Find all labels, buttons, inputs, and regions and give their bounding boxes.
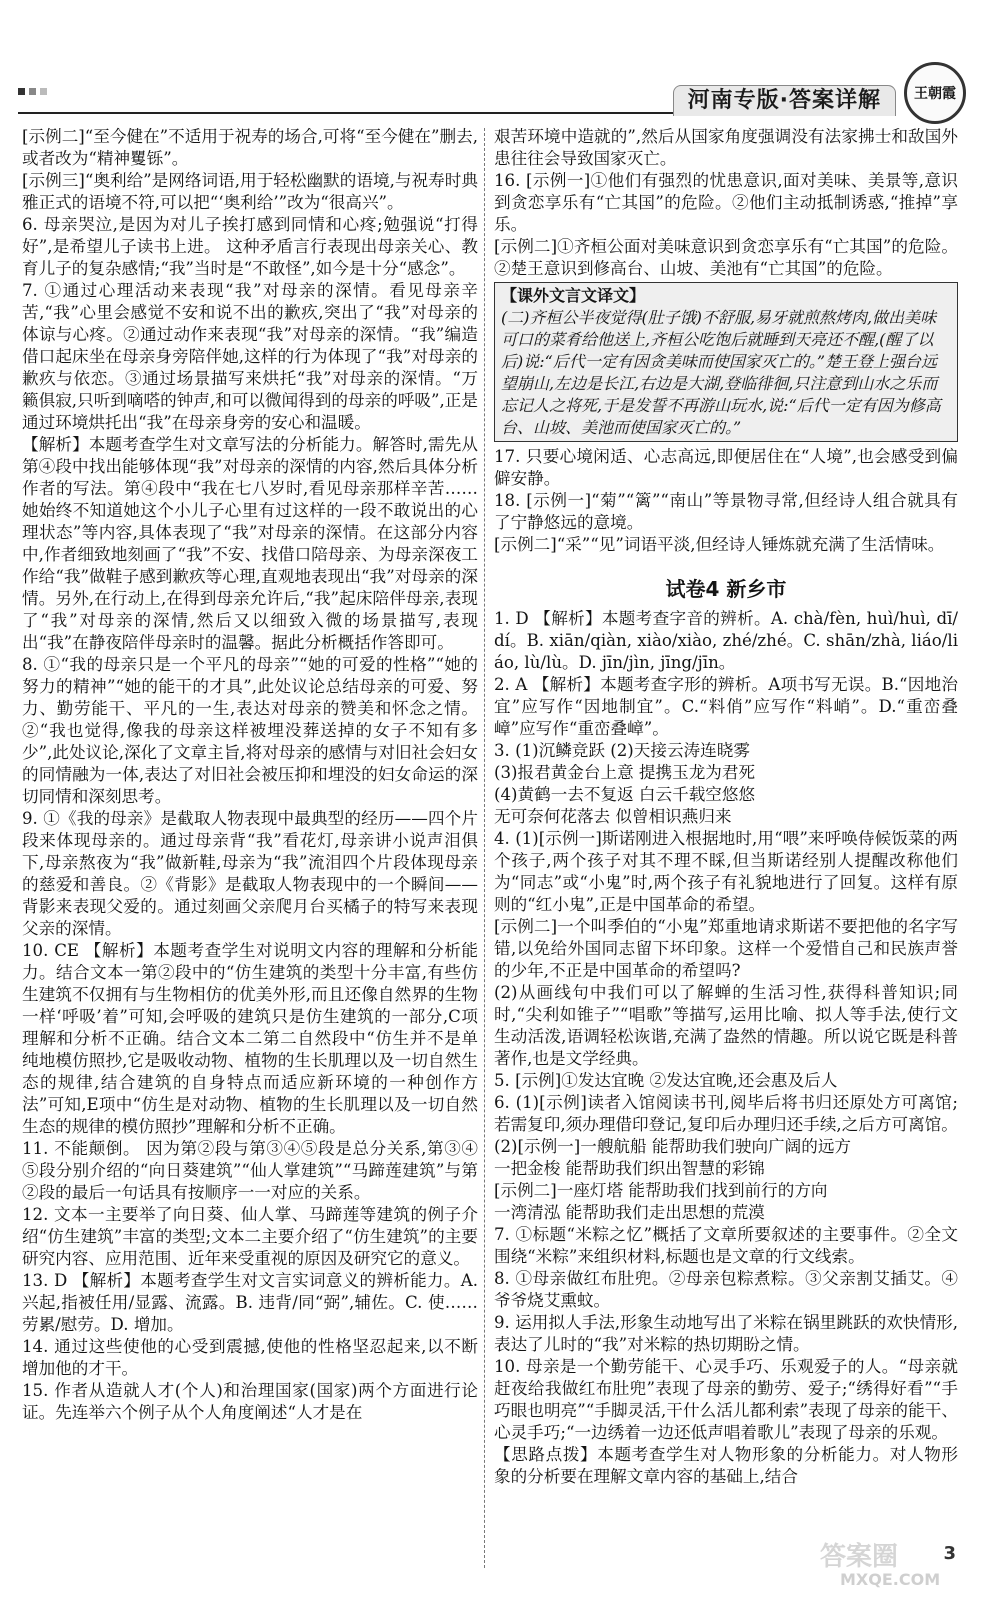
translation-title: 【课外文言文译文】 (501, 286, 646, 305)
watermark: 答案圈 (820, 1542, 899, 1572)
answer-para: 16. [示例一]①他们有强烈的忧患意识,面对美味、美景等,意识到贪恋享乐有“亡其国”的危险。②他们主动抵制诱惑,“推掉”享乐。 (494, 171, 958, 234)
watermark-url: MXQE.COM (840, 1570, 941, 1589)
header-decor (18, 88, 47, 95)
page-number: 3 (943, 1543, 956, 1564)
answer-para: 2. A 【解析】本题考查字形的辨析。A项书写无误。B.“因地治宜”应写作“因地制宜”。C.“料俏”应写作“料峭”。D.“重峦叠嶂”应写作“重峦叠嶂”。 (494, 675, 958, 738)
answer-para: 7. ①标题“米粽之忆”概括了文章所要叙述的主要事件。②全文围绕“米粽”来组织材料,标题也是文章的行文线索。 (494, 1225, 958, 1266)
translation-box (494, 282, 958, 442)
answer-para: [示例二]“采”“见”词语平淡,但经诗人锤炼就充满了生活情味。 (494, 535, 945, 554)
right-column (494, 126, 958, 1488)
answer-para: 艰苦环境中造就的”,然后从国家角度强调没有法家拂士和敌国外患往往会导致国家灭亡。 (494, 127, 958, 168)
answer-para: 8. ①母亲做红布肚兜。②母亲包粽煮粽。③父亲割艾插艾。④爷爷烧艾熏蚊。 (494, 1269, 958, 1310)
answer-para: 14. 通过这些使他的心受到震撼,使他的性格坚忍起来,以不断增加他的才干。 (22, 1337, 478, 1378)
answer-para: (2)从画线句中我们可以了解蝉的生活习性,获得科普知识;同时,“尖利如锥子”“唱歌”等描写,运用比喻、拟人等手法,使行文生动活泼,语调轻松诙谐,充满了盎然的情趣。所以说它既是科普著作,也是文学经典。 (494, 983, 958, 1068)
answer-para: 一湾清泓 能帮助我们走出思想的荒漠 (494, 1203, 765, 1222)
header-tag: 河南专版·答案详解 (673, 85, 896, 116)
left-column (22, 126, 478, 1424)
answer-para: [示例二]一座灯塔 能帮助我们找到前行的方向 (494, 1181, 828, 1200)
answer-para: 4. (1)[示例一]斯诺刚进入根据地时,用“喂”来呼唤侍候饭菜的两个孩子,两个孩子对其不理不睬,但当斯诺经别人提醒改称他们为“同志”或“小鬼”时,两个孩子有礼貌地进行了回复。这样有原则的“红小鬼”,正是中国革命的希望。 (494, 829, 958, 914)
answer-para: 9. 运用拟人手法,形象生动地写出了米粽在锅里跳跃的欢快情形,表达了儿时的“我”对米粽的热切期盼之情。 (494, 1313, 958, 1354)
page-header (0, 0, 996, 126)
answer-para: 无可奈何花落去 似曾相识燕归来 (494, 807, 732, 826)
answer-para: (3)报君黄金台上意 提携玉龙为君死 (494, 763, 756, 782)
answer-para: 12. 文本一主要举了向日葵、仙人掌、马蹄莲等建筑的例子介绍“仿生建筑”丰富的类型;文本二主要介绍了“仿生建筑”的主要研究内容、应用范围、近年来受重视的原因及研究它的意义。 (22, 1205, 478, 1268)
answer-para: 9. ①《我的母亲》是截取人物表现中最典型的经历——四个片段来体现母亲的。通过母亲背“我”看花灯,母亲讲小说声泪俱下,母亲熬夜为“我”做新鞋,母亲为“我”流泪四个片段体现母亲的慈爱和善良。②《背影》是截取人物表现中的一个瞬间——背影来表现父爱的。通过刻画父亲爬月台买橘子的特写来表现父亲的深情。 (22, 809, 478, 938)
answer-para: 10. CE 【解析】本题考查学生对说明文内容的理解和分析能力。结合文本一第②段中的“仿生建筑的类型十分丰富,有些仿生建筑不仅拥有与生物相仿的优美外形,而且还像自然界的生物一样‘呼吸’着”可知,会呼吸的建筑只是仿生建筑的一部分,C项理解和分析不正确。结合文本二第二自然段中“仿生并不是单纯地模仿照抄,它是吸收动物、植物的生长肌理以及一切自然生态的规律,结合建筑的自身特点而适应新环境的一种创作方法”可知,E项中“仿生是对动物、植物的生长肌理以及一切自然生态的规律的模仿照抄”理解和分析不正确。 (22, 941, 478, 1136)
answer-para: 一把金梭 能帮助我们织出智慧的彩锦 (494, 1159, 765, 1178)
answer-para: 5. [示例]①发达宜晚 ②发达宜晚,还会惠及后人 (494, 1071, 838, 1090)
translation-text: (二)齐桓公半夜觉得(肚子饿)不舒服,易牙就煎熬烤肉,做出美味可口的菜肴给他送上,齐桓公吃饱后就睡到天亮还不醒,(醒了以后)说:“后代一定有因贪美味而使国家灭亡的。”楚王登上强台远望崩山,左边是长江,右边是大湖,登临徘徊,只注意到山水之乐而忘记人之将死,于是发誓不再游山玩水,说:“后代一定有因为修高台、山坡、美池而使国家灭亡的。” (501, 308, 941, 437)
answer-para: 6. (1)[示例]读者入馆阅读书刊,阅毕后将书归还原处方可离馆;若需复印,须办理借印登记,复印后办理归还手续,之后方可离馆。 (494, 1093, 958, 1134)
answer-para: 【思路点拨】本题考查学生对人物形象的分析能力。对人物形象的分析要在理解文章内容的基础上,结合 (494, 1445, 958, 1486)
answer-para: [示例二]“至今健在”不适用于祝寿的场合,可将“至今健在”删去,或者改为“精神矍铄”。 (22, 127, 478, 168)
answer-para: 10. 母亲是一个勤劳能干、心灵手巧、乐观爱子的人。“母亲就赶夜给我做红布肚兜”表现了母亲的勤劳、爱子;“绣得好看”“手巧眼也明亮”“手脚灵活,干什么活儿都利索”表现了母亲的能干、心灵手巧;“一边绣着一边还低声唱着歌儿”表现了母亲的乐观。 (494, 1357, 958, 1442)
answer-para: 【解析】本题考查学生对文章写法的分析能力。解答时,需先从第④段中找出能够体现“我”对母亲的深情的内容,然后具体分析作者的写法。第④段中“我在七八岁时,看见母亲那样辛苦……她始终不知道她这个小儿子心里有过这样的一段不敢说出的心理状态”等内容,具体表现了“我”对母亲的深情。在这部分内容中,作者细致地刻画了“我”不安、找借口陪母亲、为母亲深夜工作给“我”做鞋子感到歉疚等心理,直观地表现出“我”对母亲的深情。另外,在行动上,在得到母亲允许后,“我”起床陪伴母亲,表现了“我”对母亲的深情,然后又以细致入微的场景描写,表现出“我”在静夜陪伴母亲时的温馨。据此分析概括作答即可。 (22, 435, 478, 652)
column-divider (484, 128, 485, 1568)
brand-logo: 王朝霞 (904, 62, 966, 124)
answer-para: [示例二]一个叫季伯的“小鬼”郑重地请求斯诺不要把他的名字写错,以免给外国同志留下坏印象。这样一个爱惜自己和民族声誉的少年,不正是中国革命的希望吗? (494, 917, 958, 980)
answer-para: (4)黄鹤一去不复返 白云千载空悠悠 (494, 785, 756, 804)
answer-para: 3. (1)沉鳞竞跃 (2)天接云涛连晓雾 (494, 741, 750, 760)
answer-para: 17. 只要心境闲适、心志高远,即便居住在“人境”,也会感受到偏僻安静。 (494, 447, 958, 488)
answer-para: (2)[示例一]一艘航船 能帮助我们驶向广阔的远方 (494, 1137, 852, 1156)
answer-para: 8. ①“我的母亲只是一个平凡的母亲”“她的可爱的性格”“她的努力的精神”“她的能干的才具”,此处议论总结母亲的可爱、努力、勤劳能干、平凡的一生,表达对母亲的赞美和怀念之情。②“我也觉得,像我的母亲这样被埋没葬送掉的女子不知有多少”,此处议论,深化了文章主旨,将对母亲的感情与对旧社会妇女的同情融为一体,表达了对旧社会被压抑和埋没的妇女命运的深切同情和深刻思考。 (22, 655, 478, 806)
answer-para: 6. 母亲哭泣,是因为对儿子挨打感到同情和心疼;勉强说“打得好”,是希望儿子读书上进。 这种矛盾言行表现出母亲关心、教育儿子的复杂感情;“我”当时是“不敢怪”,如今是十分“感念”。 (22, 215, 478, 278)
answer-para: 13. D 【解析】本题考查学生对文言实词意义的辨析能力。A. 兴起,指被任用/显露、流露。B. 违背/同“弼”,辅佐。C. 使……劳累/慰劳。D. 增加。 (22, 1271, 478, 1334)
answer-para: [示例三]“奥利给”是网络词语,用于轻松幽默的语境,与祝寿时典雅正式的语境不符,可以把“‘奥利给’”改为“很高兴”。 (22, 171, 478, 212)
answer-para: 1. D 【解析】本题考查字音的辨析。A. chà/fèn, huì/huì, dī/dí。B. xiān/qiàn, xiào/xiào, zhé/zhé。C. shān/zhà, liáo/liáo, lù/lù。D. jīn/jìn, jīng/jīn。 (494, 609, 958, 672)
answer-para: 7. ①通过心理活动来表现“我”对母亲的深情。看见母亲辛苦,“我”心里会感觉不安和说不出的歉疚,突出了“我”对母亲的体谅与心疼。②通过动作来表现“我”对母亲的深情。“我”编造借口起床坐在母亲身旁陪伴她,这样的行为体现了“我”对母亲的歉疚与依恋。③通过场景描写来烘托“我”对母亲的深情。“万籁俱寂,只听到嘀嗒的钟声,和可以微闻得到的母亲的呼吸”,正是通过环境烘托出“我”在母亲身旁的安心和温暖。 (22, 281, 478, 432)
section-title: 试卷4 新乡市 (665, 577, 787, 601)
answer-para: 15. 作者从造就人才(个人)和治理国家(国家)两个方面进行论证。先连举六个例子从个人角度阐述“人才是在 (22, 1381, 478, 1422)
answer-para: 11. 不能颠倒。 因为第②段与第③④⑤段是总分关系,第③④⑤段分别介绍的“向日葵建筑”“仙人掌建筑”“马蹄莲建筑”与第②段的最后一句话具有按顺序一一对应的关系。 (22, 1139, 478, 1202)
answer-para: 18. [示例一]“菊”“篱”“南山”等景物寻常,但经诗人组合就具有了宁静悠远的意境。 (494, 491, 958, 532)
answer-para: [示例二]①齐桓公面对美味意识到贪恋享乐有“亡其国”的危险。②楚王意识到修高台、山坡、美池有“亡其国”的危险。 (494, 237, 958, 278)
